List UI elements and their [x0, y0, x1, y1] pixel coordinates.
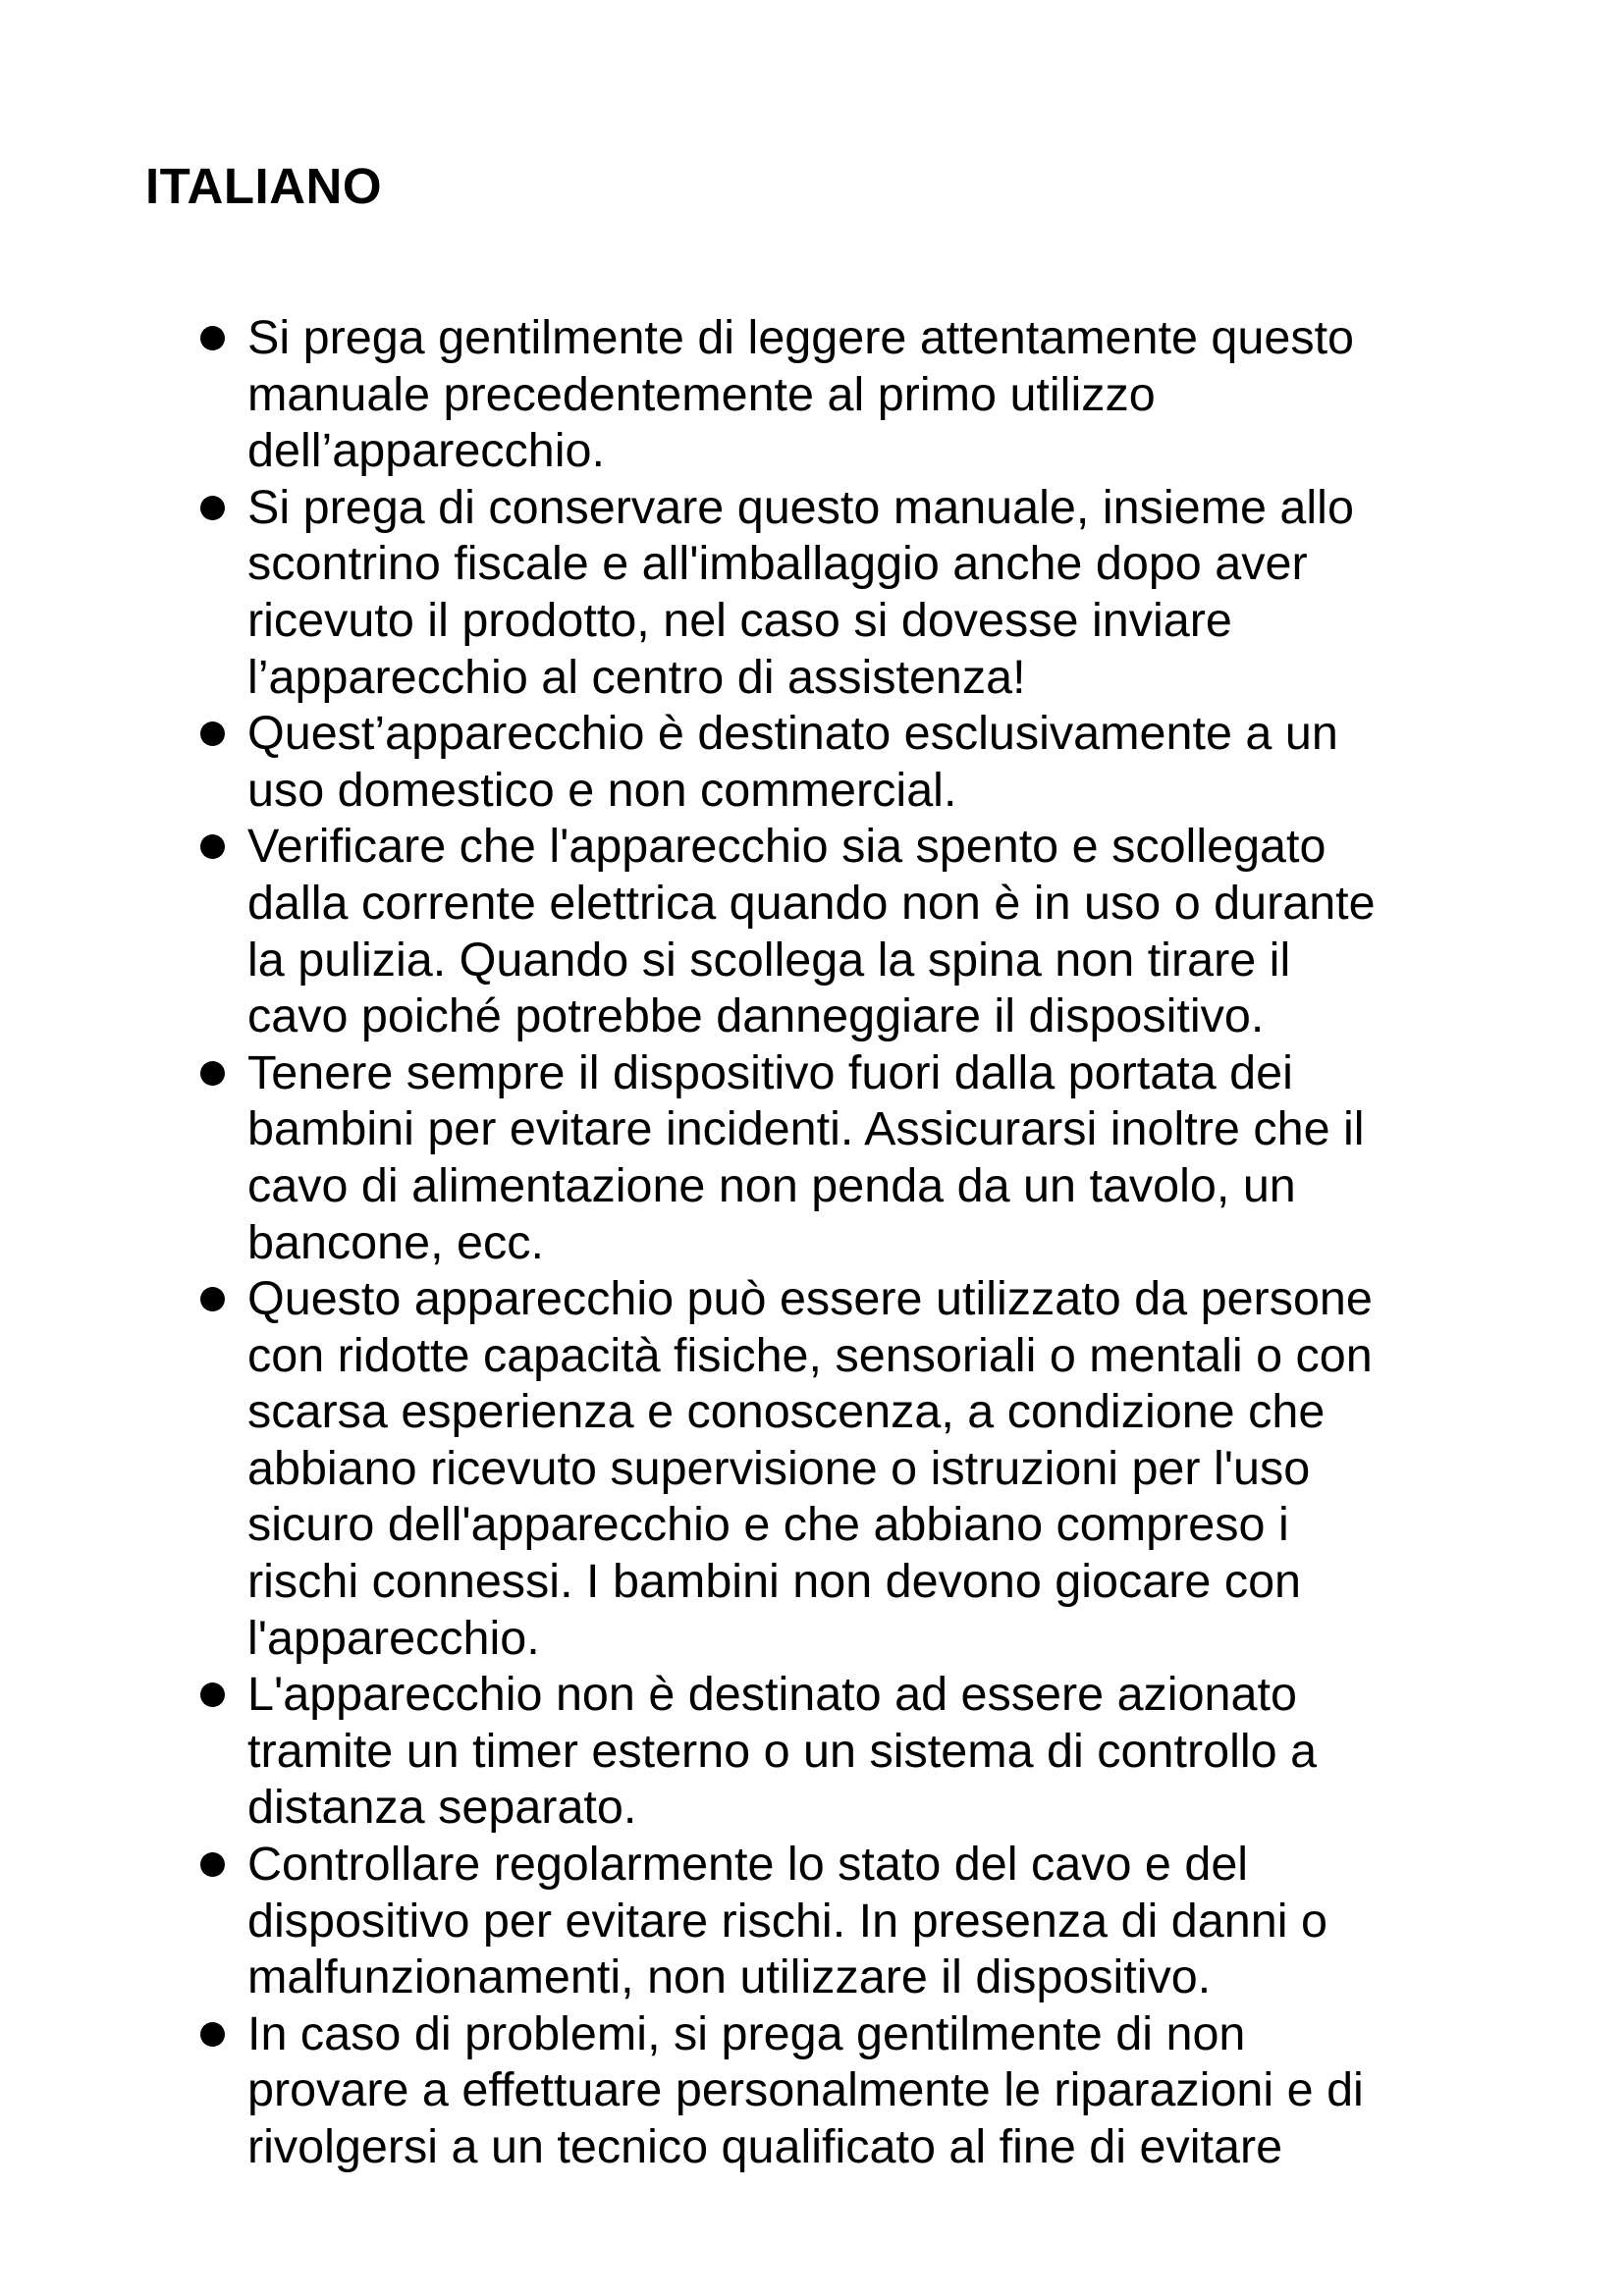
list-item: [200, 480, 1516, 706]
list-item-text-line: malfunzionamenti, non utilizzare il dispositivo.: [247, 1950, 1212, 2004]
instructions-list: [200, 310, 1516, 2176]
list-item-text-line: rischi connessi. I bambini non devono giocare con: [247, 1555, 1302, 1609]
bullet-dot-icon: [200, 2022, 225, 2047]
list-item: [200, 310, 1516, 480]
list-item: [200, 1837, 1516, 2006]
list-item-text-line: Verificare che l'apparecchio sia spento e scollegato: [247, 820, 1326, 874]
list-item-text-line: Questo apparecchio può essere utilizzato da persone: [247, 1272, 1373, 1326]
bullet-dot-icon: [200, 1287, 225, 1311]
list-item-text-line: uso domestico e non commercial.: [247, 763, 957, 817]
list-item-text-line: Quest’apparecchio è destinato esclusivamente a un: [247, 707, 1338, 761]
page-title: ITALIANO: [145, 158, 383, 214]
list-item-text-line: tramite un timer esterno o un sistema di controllo a: [247, 1724, 1318, 1778]
list-item-text-line: ricevuto il prodotto, nel caso si dovesse inviare: [247, 593, 1232, 647]
list-item-text-line: cavo di alimentazione non penda da un tavolo, un: [247, 1158, 1296, 1212]
list-item: [200, 1271, 1516, 1667]
list-item-text-line: sicuro dell'apparecchio e che abbiano compreso i: [247, 1498, 1289, 1552]
list-item-text-line: dispositivo per evitare rischi. In presenza di danni o: [247, 1894, 1327, 1948]
list-item-text-line: Si prega gentilmente di leggere attentamente questo: [247, 311, 1355, 364]
bullet-dot-icon: [200, 1852, 225, 1877]
list-item-text-line: abbiano ricevuto supervisione o istruzioni per l'uso: [247, 1441, 1311, 1495]
list-item-text-line: Si prega di conservare questo manuale, insieme allo: [247, 480, 1354, 534]
list-item-text-line: la pulizia. Quando si scollega la spina non tirare il: [247, 933, 1291, 987]
list-item-text-line: scarsa esperienza e conoscenza, a condizione che: [247, 1385, 1326, 1439]
list-item-text-line: l'apparecchio.: [247, 1611, 540, 1665]
list-item-text-line: Tenere sempre il dispositivo fuori dalla portata dei: [247, 1045, 1293, 1099]
list-item-text-line: dalla corrente elettrica quando non è in uso o durante: [247, 876, 1376, 930]
bullet-dot-icon: [200, 834, 225, 859]
list-item-text-line: scontrino fiscale e all'imballaggio anche dopo aver: [247, 537, 1308, 591]
bullet-dot-icon: [200, 1061, 225, 1086]
list-item-text-line: bancone, ecc.: [247, 1215, 544, 1269]
list-item-text-line: l’apparecchio al centro di assistenza!: [247, 650, 1026, 704]
bullet-dot-icon: [200, 721, 225, 746]
bullet-dot-icon: [200, 496, 225, 520]
bullet-dot-icon: [200, 326, 225, 350]
list-item: [200, 1045, 1516, 1271]
list-item-text-line: distanza separato.: [247, 1781, 637, 1835]
list-item-text-line: dell’apparecchio.: [247, 424, 605, 478]
list-item-text-line: provare a effettuare personalmente le riparazioni e di: [247, 2063, 1364, 2117]
list-item-text-line: L'apparecchio non è destinato ad essere azionato: [247, 1668, 1297, 1722]
list-item-text-line: Controllare regolarmente lo stato del cavo e del: [247, 1838, 1249, 1892]
list-item-text-line: rivolgersi a un tecnico qualificato al fine di evitare: [247, 2120, 1283, 2173]
list-item: [200, 1667, 1516, 1837]
bullet-dot-icon: [200, 1682, 225, 1707]
list-item-text-line: bambini per evitare incidenti. Assicurarsi inoltre che il: [247, 1102, 1365, 1156]
list-item-text-line: cavo poiché potrebbe danneggiare il dispositivo.: [247, 989, 1265, 1043]
list-item-text-line: In caso di problemi, si prega gentilmente di non: [247, 2006, 1246, 2060]
list-item: [200, 2006, 1516, 2176]
list-item-text-line: manuale precedentemente al primo utilizzo: [247, 367, 1156, 421]
list-item: [200, 706, 1516, 819]
list-item-text-line: con ridotte capacità fisiche, sensoriali o mentali o con: [247, 1328, 1373, 1382]
list-item: [200, 819, 1516, 1044]
